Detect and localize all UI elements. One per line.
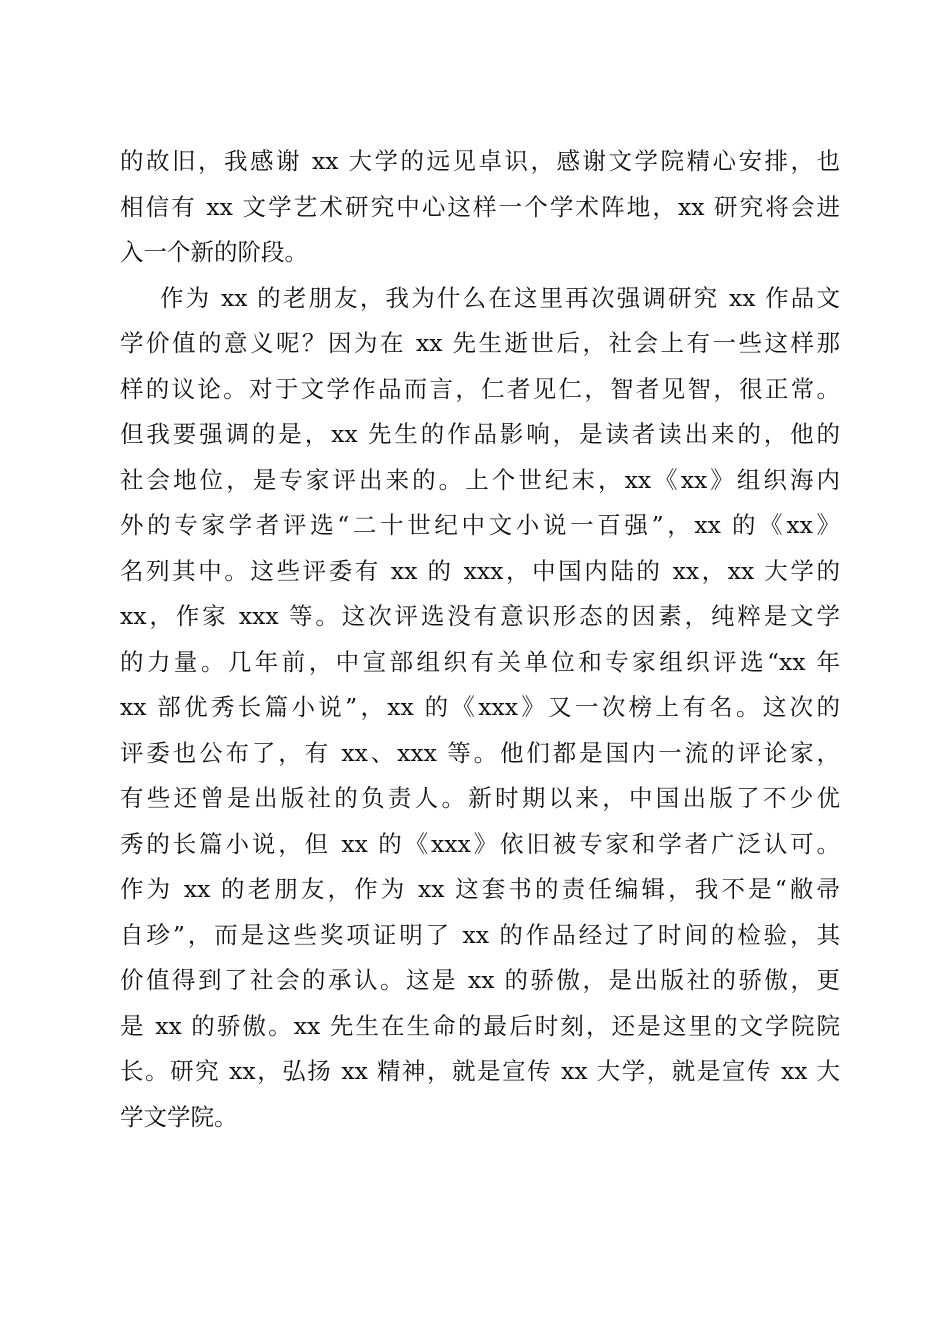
- text-line: 长。研究 xx，弘扬 xx 精神，就是宣传 xx 大学，就是宣传 xx 大: [120, 1057, 840, 1085]
- text-line: 学文学院。: [120, 1102, 238, 1131]
- text-line: 名列其中。这些评委有 xx 的 xxx，中国内陆的 xx，xx 大学的: [120, 556, 840, 585]
- text-line: 价值得到了社会的承认。这是 xx 的骄傲，是出版社的骄傲，更: [120, 966, 840, 994]
- text-line: 作为 xx 的老朋友，作为 xx 这套书的责任编辑，我不是“敝帚: [120, 875, 840, 903]
- text-line: 秀的长篇小说，但 xx 的《xxx》依旧被专家和学者广泛认可。: [120, 829, 840, 858]
- text-line: 社会地位，是专家评出来的。上个世纪末，xx《xx》组织海内: [120, 465, 840, 494]
- text-line: 的故旧，我感谢 xx 大学的远见卓识，感谢文学院精心安排，也: [120, 147, 840, 175]
- text-line: 样的议论。对于文学作品而言，仁者见仁，智者见智，很正常。: [120, 374, 840, 403]
- text-line: 有些还曾是出版社的负责人。新时期以来，中国出版了不少优: [120, 784, 840, 812]
- text-line: 是 xx 的骄傲。xx 先生在生命的最后时刻，还是这里的文学院院: [120, 1011, 840, 1040]
- paragraph-first-line: 作为 xx 的老朋友，我为什么在这里再次强调研究 xx 作品文: [160, 283, 840, 312]
- text-line: 但我要强调的是，xx 先生的作品影响，是读者读出来的，他的: [120, 420, 840, 448]
- text-line: 自珍”，而是这些奖项证明了 xx 的作品经过了时间的检验，其: [120, 920, 840, 949]
- text-line: xx，作家 xxx 等。这次评选没有意识形态的因素，纯粹是文学: [120, 602, 840, 630]
- text-line: xx 部优秀长篇小说”，xx 的《xxx》又一次榜上有名。这次的: [120, 693, 840, 721]
- text-line: 外的专家学者评选“二十世纪中文小说一百强”，xx 的《xx》: [120, 511, 840, 539]
- body-text: [120, 139, 840, 1140]
- text-line: 的力量。几年前，中宣部组织有关单位和专家组织评选“xx 年: [120, 647, 840, 676]
- text-line: 评委也公布了，有 xx、xxx 等。他们都是国内一流的评论家，: [120, 738, 840, 767]
- text-line: 学价值的意义呢？因为在 xx 先生逝世后，社会上有一些这样那: [120, 329, 840, 357]
- text-line: 相信有 xx 文学艺术研究中心这样一个学术阵地，xx 研究将会进: [120, 192, 840, 221]
- text-line: 入一个新的阶段。: [120, 238, 308, 266]
